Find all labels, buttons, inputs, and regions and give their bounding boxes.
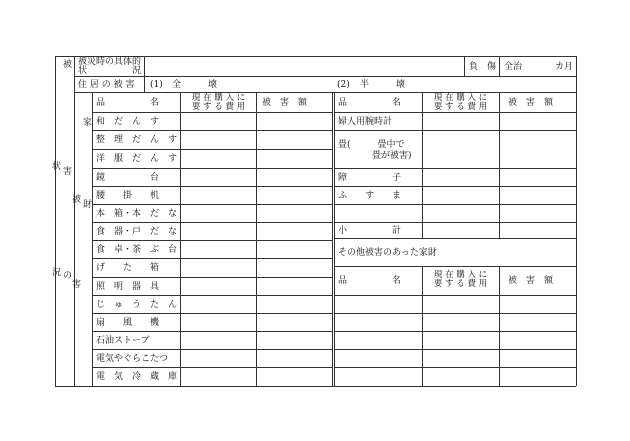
rule-left-cost — [256, 92, 257, 386]
left-item-shoumei: 照 明 器 具 — [96, 282, 160, 292]
left-item-wadansu: 和 だ ん す — [96, 117, 160, 127]
rule-right-row — [334, 238, 576, 239]
left-item-shokutaku: 食 卓・茶 ぶ 台 — [96, 245, 178, 255]
rule-left-row — [92, 277, 332, 278]
rule-left-row — [92, 331, 332, 332]
left-item-sekiyu-stove: 石油ストーブ — [96, 336, 150, 346]
right-item-tatami: 畳( 畳中で — [338, 140, 405, 150]
rule-right-row — [334, 204, 576, 205]
side-label-jou: 状 — [52, 162, 62, 172]
left-item-honbako: 本 箱・本 だ な — [96, 209, 178, 219]
side-label-hi: 被 — [63, 60, 73, 70]
rule-left-row — [92, 222, 332, 223]
side-label-gai2: 害 — [72, 280, 82, 290]
rule-left-damage — [332, 92, 333, 386]
rule-outer-right — [576, 56, 577, 386]
rule-bottom — [55, 386, 576, 387]
left-item-youfukudansu: 洋 服 だ ん す — [96, 154, 178, 164]
rule-r1-injury-b — [499, 56, 500, 76]
rule-right-row — [334, 313, 576, 314]
rule-right-row — [334, 367, 576, 368]
rule-right-cost-b — [499, 266, 500, 386]
rule-left-row — [92, 367, 332, 368]
rule-right-row — [334, 266, 576, 267]
right-item-shoji: 障 子 — [338, 173, 402, 183]
disaster-status-label: 被災時の具体的 — [78, 57, 142, 67]
right-header-cost-2: 現 在 購 入 に 要 す る 費 用 — [433, 270, 488, 289]
rule-right-row — [334, 331, 576, 332]
injury-value[interactable]: 全治 — [504, 62, 523, 72]
other-household-title: その他被害のあった家財 — [338, 248, 437, 258]
left-item-getabako: げ た 箱 — [96, 263, 160, 273]
rule-left-item — [180, 92, 181, 386]
rule-left-row — [92, 149, 332, 150]
right-header-damage: 被 害 額 — [508, 98, 554, 108]
disaster-status-field[interactable] — [145, 57, 463, 75]
right-item-tatami-2: 畳が被害) — [372, 151, 412, 161]
right-header-item-2: 品 名 — [338, 276, 402, 286]
option1-text[interactable]: 全 壊 — [172, 80, 218, 90]
rule-right-item-a — [422, 92, 423, 238]
side-label-zai: 財 — [83, 200, 93, 210]
side-label-hi2: 被 — [72, 195, 82, 205]
left-item-senpuuki: 扇 風 機 — [96, 318, 160, 328]
rule-kazai-col — [92, 92, 93, 386]
option2-number: (2) — [337, 80, 350, 90]
left-item-seiridansu: 整 理 だ ん す — [96, 135, 178, 145]
rule-left-row — [92, 295, 332, 296]
side-label-kyo: 況 — [52, 268, 62, 278]
rule-r1-bottom — [74, 76, 576, 77]
rule-left-row — [92, 112, 332, 113]
option2-text[interactable]: 半 壊 — [360, 80, 406, 90]
rule-left-row — [92, 204, 332, 205]
rule-right-row — [334, 295, 576, 296]
right-item-fusuma: ふ す ま — [338, 191, 402, 201]
injury-month-unit: カ月 — [555, 62, 574, 72]
option1-number: (1) — [150, 80, 163, 90]
rule-r1-injury-a — [464, 56, 465, 76]
rule-left-row — [92, 130, 332, 131]
house-damage-label: 住 居 の 被 害 — [78, 80, 135, 90]
left-item-kyoudai: 鏡 台 — [96, 173, 160, 183]
left-header-damage: 被 害 額 — [262, 98, 308, 108]
left-item-juutan: じ ゅ う た ん — [96, 300, 178, 310]
rule-right-row — [334, 130, 576, 131]
rule-r2-bottom — [74, 92, 576, 93]
disaster-status-label-2: 状 況 — [78, 66, 142, 76]
rule-left-row — [92, 186, 332, 187]
rule-outer-left — [55, 56, 56, 386]
rule-right-row — [334, 168, 576, 169]
rule-r2-label — [144, 76, 145, 92]
right-item-watch: 婦人用腕時計 — [338, 117, 393, 127]
rule-right-cost-a — [499, 92, 500, 238]
side-label-ka: 家 — [83, 118, 93, 128]
rule-left-row — [92, 313, 332, 314]
left-item-reizouko: 電 気 冷 蔵 庫 — [96, 372, 178, 382]
injury-label: 負 傷 — [469, 62, 497, 72]
left-item-shokki: 食 器・戸 だ な — [96, 227, 178, 237]
side-label-no: の — [63, 271, 73, 281]
rule-left-row — [92, 349, 332, 350]
right-item-subtotal: 小 計 — [338, 226, 402, 236]
rule-right-row — [334, 222, 576, 223]
rule-left-row — [92, 258, 332, 259]
left-item-koshikakezukue: 腰 掛 机 — [96, 191, 160, 201]
right-header-damage-2: 被 害 額 — [508, 276, 554, 286]
rule-left-row — [92, 240, 332, 241]
left-header-item: 品 名 — [96, 98, 160, 108]
right-header-item: 品 名 — [338, 98, 402, 108]
rule-mid — [334, 92, 335, 386]
rule-right-row — [334, 112, 576, 113]
rule-left-row — [92, 168, 332, 169]
left-header-cost: 現 在 購 入 に 要 す る 費 用 — [191, 93, 246, 112]
rule-right-row — [334, 349, 576, 350]
rule-side-col — [74, 56, 75, 386]
right-header-cost: 現 在 購 入 に 要 す る 費 用 — [433, 93, 488, 112]
rule-right-row — [334, 186, 576, 187]
left-item-kotatsu: 電気やぐらこたつ — [96, 354, 169, 364]
side-label-gai: 害 — [63, 167, 73, 177]
